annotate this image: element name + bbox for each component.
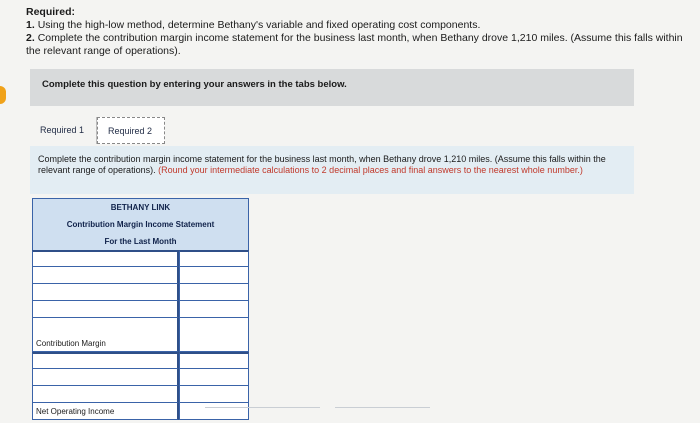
- table-row: [32, 267, 249, 284]
- rounding-hint: (Round your intermediate calculations to 2 decimal places and final answers to the nearest whole number.): [158, 165, 583, 175]
- statement-company: BETHANY LINK: [110, 203, 171, 212]
- row-amount-input[interactable]: [179, 250, 249, 267]
- table-row: [32, 250, 249, 267]
- row-amount-input[interactable]: [179, 267, 249, 284]
- required-item-2: [26, 32, 696, 58]
- income-statement-table: [32, 198, 249, 420]
- table-row: [32, 403, 249, 420]
- required-item-2-text: Complete the contribution margin income statement for the business last month, when Bethany drove 1,210 miles. (Assume this falls within the relevant range of operations).: [26, 32, 683, 57]
- row-label-input[interactable]: [32, 318, 179, 336]
- statement-period: For the Last Month: [104, 237, 177, 246]
- table-row: [32, 352, 249, 369]
- row-label-input[interactable]: [32, 250, 179, 267]
- contribution-margin-label: Contribution Margin: [32, 335, 179, 352]
- table-row: [32, 301, 249, 318]
- requirements: [26, 6, 696, 58]
- tabs-instruction-banner: Complete this question by entering your answers in the tabs below.: [30, 69, 634, 106]
- divider-line: [205, 407, 320, 408]
- row-amount-input[interactable]: [179, 386, 249, 403]
- tab-required-1[interactable]: Required 1: [30, 117, 97, 144]
- statement-header: [32, 198, 249, 250]
- table-row: [32, 369, 249, 386]
- required-item-2-number: 2.: [26, 32, 35, 44]
- row-label-input[interactable]: [32, 267, 179, 284]
- row-label-input[interactable]: [32, 386, 179, 403]
- required-title: Required:: [26, 6, 76, 18]
- row-amount-input[interactable]: [179, 369, 249, 386]
- net-operating-income-label: Net Operating Income: [32, 403, 179, 420]
- row-label-input[interactable]: [32, 284, 179, 301]
- row-amount-input[interactable]: [179, 284, 249, 301]
- net-operating-income-amount[interactable]: [179, 403, 249, 420]
- table-row: [32, 386, 249, 403]
- instructions-panel: [30, 146, 634, 194]
- divider-line: [335, 407, 430, 408]
- statement-title: Contribution Margin Income Statement: [66, 220, 215, 229]
- tab-required-2[interactable]: Required 2: [97, 117, 165, 144]
- contribution-margin-amount[interactable]: [179, 335, 249, 352]
- instructions-text: Complete the contribution margin income statement for the business last month, when Bethany drove 1,210 miles. (Assume this falls within the relevant range of operations).: [38, 154, 606, 175]
- table-row: [32, 284, 249, 301]
- required-item-1-number: 1.: [26, 19, 35, 31]
- side-marker-tab[interactable]: [0, 86, 6, 104]
- row-label-input[interactable]: [32, 301, 179, 318]
- row-label-input[interactable]: [32, 352, 179, 369]
- required-item-1: [26, 19, 696, 32]
- row-amount-input[interactable]: [179, 352, 249, 369]
- row-amount-input[interactable]: [179, 301, 249, 318]
- table-row: [32, 318, 249, 335]
- required-item-1-text: Using the high-low method, determine Bethany's variable and fixed operating cost components.: [37, 19, 481, 31]
- row-label-input[interactable]: [32, 369, 179, 386]
- table-row: [32, 335, 249, 352]
- row-amount-input[interactable]: [179, 318, 249, 336]
